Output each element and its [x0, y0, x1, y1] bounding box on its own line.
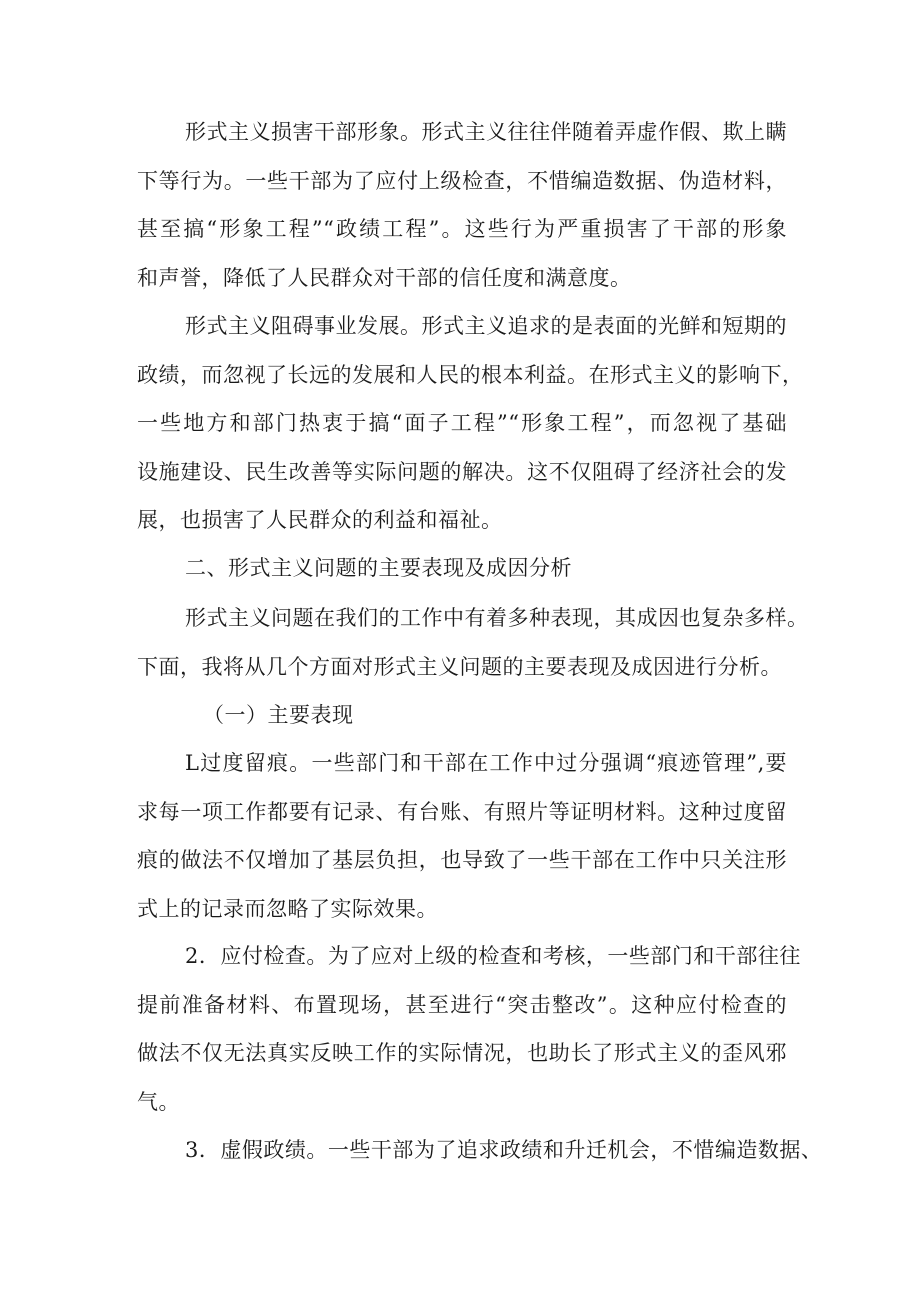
text-line: 求每一项工作都要有记录、有台账、有照片等证明材料。这种过度留 — [137, 799, 787, 824]
text-line: 设施建设、民生改善等实际问题的解决。这不仅阻碍了经济社会的发 — [137, 459, 787, 484]
paragraph-cadre-image — [137, 108, 787, 302]
section-heading — [137, 544, 787, 593]
paragraph-excessive-records — [137, 739, 787, 933]
text-line: 痕的做法不仅增加了基层负担，也导致了一些干部在工作中只关注形 — [137, 848, 787, 872]
text-line: 形式主义损害干部形象。形式主义往往伴随着弄虚作假、欺上瞒 — [185, 120, 787, 144]
text-line: 气。 — [137, 1089, 180, 1114]
text-line: 展，也损害了人民群众的利益和福祉。 — [137, 508, 503, 532]
text-line: 式上的记录而忽略了实际效果。 — [137, 896, 438, 921]
text-line: 2．应付检查。为了应对上级的检查和考核，一些部门和干部往往 — [185, 944, 801, 968]
text-line: 下等行为。一些干部为了应付上级检查，不惜编造数据、伪造材料， — [137, 168, 787, 193]
text-line: 和声誉，降低了人民群众对干部的信任度和满意度。 — [137, 265, 632, 290]
subsection-heading — [137, 691, 787, 740]
text-line: 一些地方和部门热衷于搞“面子工程”“形象工程”，而忽视了基础 — [137, 411, 787, 435]
text-line: 3．虚假政绩。一些干部为了追求政绩和升迁机会，不惜编造数据、 — [185, 1138, 823, 1162]
paragraph-false-achievements — [137, 1126, 823, 1175]
text-line: 政绩，而忽视了长远的发展和人民的根本利益。在形式主义的影响下， — [137, 362, 804, 387]
heading-line: （一）主要表现 — [203, 703, 354, 727]
text-line: 形式主义问题在我们的工作中有着多种表现，其成因也复杂多样。 — [185, 606, 809, 630]
text-line: 甚至搞“形象工程”“政绩工程”。这些行为严重损害了干部的形象 — [137, 217, 787, 241]
paragraph-intro-analysis — [137, 594, 809, 691]
paragraph-career-development — [137, 302, 804, 545]
paragraph-inspection-coping — [137, 932, 801, 1126]
text-line: 形式主义阻碍事业发展。形式主义追求的是表面的光鲜和短期的 — [185, 314, 787, 338]
text-line: L过度留痕。一些部门和干部在工作中过分强调“痕迹管理”,要 — [185, 751, 787, 775]
text-line: 做法不仅无法真实反映工作的实际情况，也助长了形式主义的歪风邪 — [137, 1041, 787, 1065]
text-line: 下面，我将从几个方面对形式主义问题的主要表现及成因进行分析。 — [137, 654, 782, 679]
heading-line: 二、形式主义问题的主要表现及成因分析 — [185, 556, 572, 580]
text-line: 提前准备材料、布置现场，甚至进行“突击整改”。这种应付检查的 — [137, 992, 787, 1017]
